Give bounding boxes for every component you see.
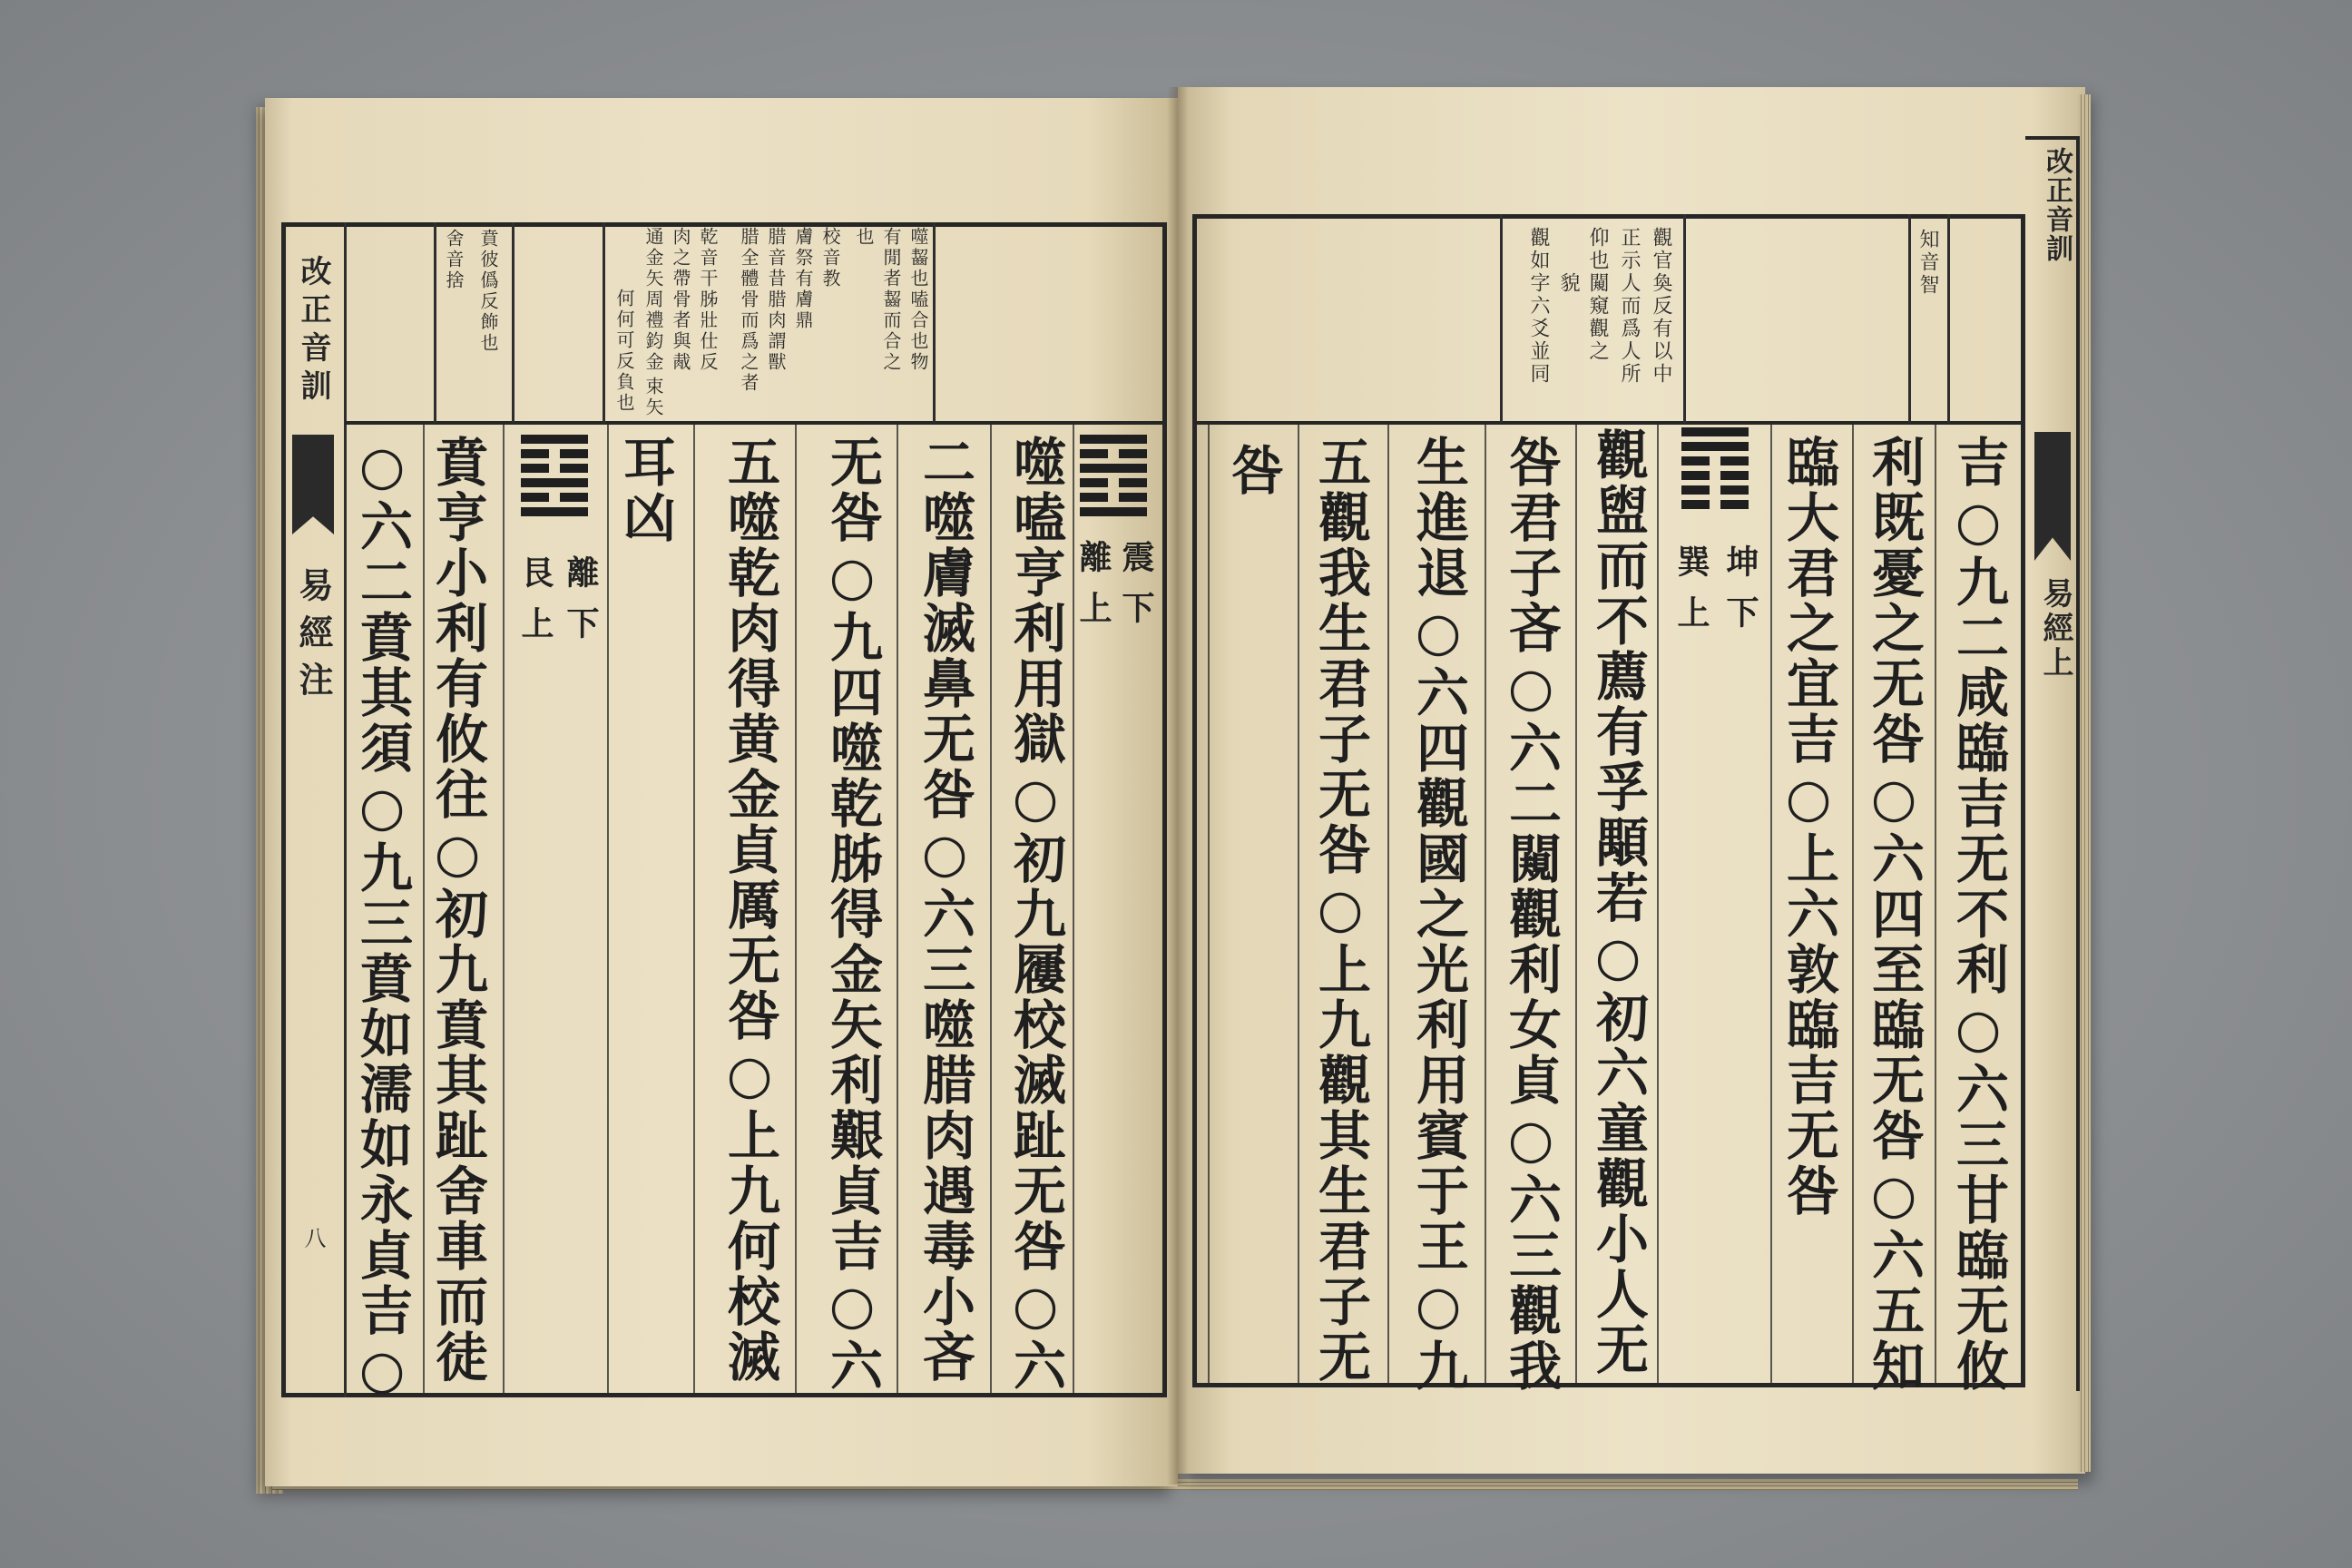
hexagram-line-segment [560,464,588,473]
hexagram-line-segment [1119,478,1147,487]
hexagram-broken-line [521,493,588,502]
header-note-shihe: 校音教 [819,227,841,289]
header-box-line [603,222,605,423]
column-rule [1485,425,1486,1387]
text-column: 五噬乾肉得黄金貞厲无咎○上九何校滅 [719,435,780,1385]
text-column: 咎 [1222,443,1284,498]
hexagram-line-segment [1681,500,1710,509]
hexagram-upper-label: 巽上 [1672,544,1710,646]
hexagram-line-segment [1720,471,1749,480]
header-box-line [1908,214,1911,423]
header-note-guan: 仰也闚窺觀之 [1586,227,1609,363]
header-note-bi: 舍音捨 [443,229,465,291]
hexagram-broken-line [1681,500,1749,509]
hexagram-solid-line [521,478,588,487]
hexagram-line-segment [560,493,588,502]
header-box-line [933,222,936,423]
column-rule [503,425,505,1397]
left-margin-divider [344,222,347,1397]
header-note-bi: 賁彼僞反飾也 [477,229,499,354]
book-gutter [1167,87,1189,1485]
hexagram-line-segment [521,449,549,458]
left-margin-section: 易經注 [293,567,334,709]
header-note-zhi: 知音智 [1916,229,1939,297]
hexagram-line-segment [1681,485,1710,495]
header-note-shihe: 通金矢周禮鈞金 [642,227,664,373]
page-stack-right-edge [2078,94,2091,1472]
text-column: 吉○九二咸臨吉无不利○六三甘臨无攸 [1947,435,2009,1394]
hexagram-solid-line [521,435,588,444]
right-margin-section: 易經上 [2037,577,2073,681]
hexagram-solid-line [1080,507,1147,516]
header-box-line [1500,214,1503,423]
header-note-shihe: 乾音干胏壯仕反 [697,227,719,373]
hexagram-upper-label: 艮上 [516,555,554,657]
text-column: 利既憂之无咎○六四至臨无咎○六五知 [1863,435,1925,1394]
hexagram-upper-label: 離上 [1074,540,1112,642]
column-rule [990,425,992,1397]
header-note-shihe: 噬齧也嗑合也物 [907,227,929,373]
left-margin-title: 改正音訓 [295,255,331,407]
header-note-shihe: 有閒者齧而合之 [880,227,902,373]
hexagram-bi-symbol [521,435,588,516]
header-note-shihe: 也 [853,227,875,248]
column-rule [1770,425,1772,1387]
text-column: 噬嗑亨利用獄○初九屨校滅趾无咎○六 [1004,435,1066,1394]
hexagram-line-segment [1080,449,1108,458]
right-header-divider [1192,421,2025,425]
hexagram-broken-line [1080,478,1147,487]
text-column: 五觀我生君子无咎○上九觀其生君子无 [1309,435,1371,1385]
header-note-guan: 觀如字六爻並同 [1527,227,1550,386]
hexagram-line-segment [1720,485,1749,495]
hexagram-solid-line [1681,442,1749,451]
hexagram-line-segment [1681,456,1710,466]
header-note-guan: 貌 [1557,272,1580,295]
hexagram-line-segment [1720,456,1749,466]
column-rule [607,425,609,1397]
column-rule [1657,425,1659,1387]
page-number: 八 [300,1227,326,1249]
column-rule [693,425,695,1397]
hexagram-broken-line [521,464,588,473]
hexagram-lower-label: 離下 [562,555,600,657]
hexagram-broken-line [1080,449,1147,458]
text-column: 觀盥而不薦有孚顒若○初六童觀小人无 [1587,427,1649,1377]
header-note-shihe: 束矢 [642,377,664,418]
hexagram-lower-label: 震下 [1117,540,1155,642]
hexagram-solid-line [1080,464,1147,473]
header-note-guan: 正示人而爲人所 [1618,227,1641,386]
hexagram-guan-symbol [1681,427,1749,509]
header-note-shihe: 肉之帶骨者與胾 [670,227,691,373]
column-rule [1935,425,1936,1387]
right-margin-title: 改正音訓 [2041,147,2073,263]
hexagram-broken-line [1080,493,1147,502]
column-rule [1208,425,1210,1387]
hexagram-broken-line [1681,456,1749,466]
header-box-line [1683,214,1686,423]
text-column: 咎君子吝○六二闚觀利女貞○六三觀我 [1500,435,1562,1394]
hexagram-line-segment [1119,449,1147,458]
hexagram-solid-line [521,507,588,516]
column-rule [423,425,425,1397]
text-column: ○六二賁其須○九三賁如濡如永貞吉○ [351,435,413,1403]
column-rule [1575,425,1577,1387]
column-rule [795,425,797,1397]
column-rule [897,425,898,1397]
hexagram-line-segment [1681,471,1710,480]
header-note-shihe: 腊音昔腊肉謂獸 [765,227,787,373]
header-box-line [434,222,436,423]
column-rule [1387,425,1389,1387]
header-note-shihe: 腊全體骨而爲之者 [738,227,760,394]
hexagram-broken-line [1681,485,1749,495]
hexagram-broken-line [1681,471,1749,480]
right-margin-strip [2025,136,2080,1391]
hexagram-line-segment [1080,478,1108,487]
header-box-line [512,222,514,423]
header-note-guan: 觀官奐反有以中 [1650,227,1672,386]
text-column: 賁亨小利有攸往○初九賁其趾舍車而徒 [426,435,488,1385]
text-column: 臨大君之宜吉○上六敦臨吉无咎 [1778,435,1839,1219]
hexagram-line-segment [521,464,549,473]
text-column: 无咎○九四噬乾胏得金矢利艱貞吉○六 [821,435,883,1394]
column-rule [1298,425,1299,1387]
text-column: 二噬膚滅鼻无咎○六三噬腊肉遇毒小吝 [914,435,975,1385]
hexagram-line-segment [1080,493,1108,502]
hexagram-lower-label: 坤下 [1721,544,1759,646]
hexagram-line-segment [521,493,549,502]
hexagram-line-segment [1119,493,1147,502]
hexagram-shihe-symbol [1080,435,1147,516]
text-column: 生進退○六四觀國之光利用賓于王○九 [1407,435,1469,1394]
hexagram-line-segment [560,449,588,458]
header-note-shihe: 何何可反負也 [613,289,635,414]
header-note-shihe: 膚祭有膚鼎 [792,227,814,331]
hexagram-solid-line [1080,435,1147,444]
hexagram-line-segment [1720,500,1749,509]
text-column: 耳凶 [614,435,676,545]
hexagram-broken-line [521,449,588,458]
column-rule [1852,425,1854,1387]
left-header-divider [345,421,1167,425]
hexagram-solid-line [1681,427,1749,436]
header-box-line [1947,214,1950,423]
